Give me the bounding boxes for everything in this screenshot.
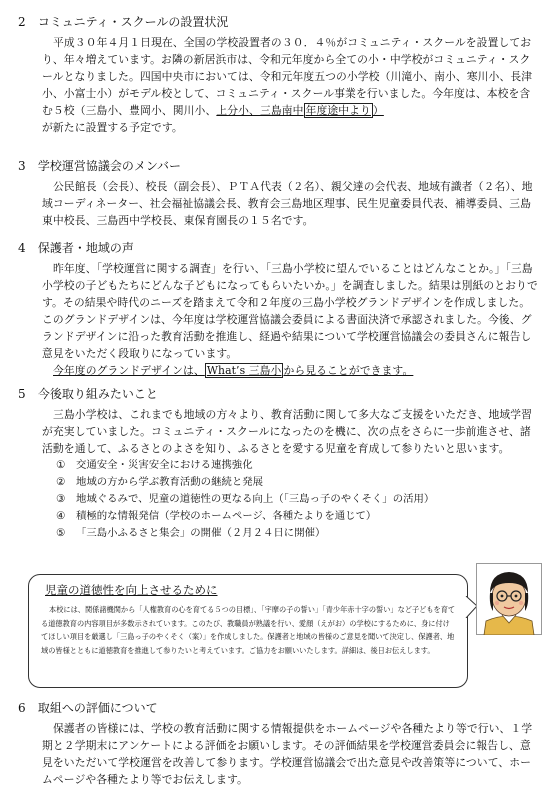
list-item: [56, 474, 538, 491]
callout-body: 本校には、関係諸機関から「人権教育の心を育てる５つの目標」、「宇摩の子の誓い」「青少年赤十字の誓い」など子どもを育てる道徳教育の内容項目が多数示されています。このたび、教職員が熟議を行い、愛顔（えがお）の学校にするために、身に付けてほしい項目を厳選し「三島っ子のやくそく（案）」を作成しました。保護者と地域の皆様のご意見を聞いて決定し、保護者、地域の皆様とともに道徳教育を推進して参りたいと考えています。ご協力をお願いいたします。詳細は、後日お伝えします。: [41, 605, 456, 655]
list-item: [56, 491, 538, 508]
list-item: [56, 525, 538, 542]
website-link-label: What’s 三島小: [206, 364, 282, 377]
section-number: 6: [18, 701, 26, 715]
item-number: ②: [56, 476, 66, 488]
section-paragraph: [18, 34, 538, 136]
paragraph-text: が新たに設置する予定です。: [42, 121, 183, 134]
underlined-note: [53, 363, 413, 378]
item-text: 地域ぐるみで、児童の道徳性の更なる向上（「三島っ子のやくそく」の活用）: [76, 493, 435, 505]
item-number: ①: [56, 459, 66, 471]
goal-list: [18, 457, 538, 542]
list-item: [56, 457, 538, 474]
section-number: 3: [18, 159, 26, 173]
underlined-schools: [216, 103, 383, 118]
closing-paren: ）: [372, 104, 384, 117]
item-number: ⑤: [56, 527, 66, 539]
section-title: 学校運営協議会のメンバー: [37, 159, 181, 173]
moral-education-callout: [28, 574, 468, 688]
paragraph-text: 平成３０年４月１日現在、全国の学校設置者の３０．４％がコミュニティ・スクールを設置しており、年々増えています。お隣の新居浜市は、令和元年度から全ての小・中学校がコミュニティ・スクールとなりました。四国中央市においては、令和元年度五つの小学校（川滝小、南小、寒川小、長津小、小富士小）がモデル校として、コミュニティ・スクール事業を行いました。今年度は、本校を含む５校（三島小、豊岡小、関川小、: [42, 36, 533, 117]
section-heading: [18, 386, 538, 402]
section-heading: [18, 240, 538, 256]
item-number: ④: [56, 510, 66, 522]
note-text: から見ることができます。: [283, 364, 414, 377]
section-title: 取組への評価について: [37, 701, 158, 715]
section-paragraph: 保護者の皆様には、学校の教育活動に関する情報提供をホームページや各種たより等で行い、１学期と２学期末にアンケートによる評価をお願いします。その評価結果を学校運営委員会に報告し、意見をいただいて学校運営を改善して参ります。学校運営協議会で出た意見や改善策等について、ホームページや各種たより等でお伝えします。: [42, 722, 533, 786]
section-paragraph: 公民館長（会長）、校長（副会長）、ＰＴＡ代表（２名）、親父達の会代表、地域有識者（２名）、地域コーディネーター、社会福祉協議会長、教育会三島地区理事、民生児童委員代表、補導委員、三島東中校長、三島西中学校長、東保育園長の１５名です。: [42, 180, 533, 227]
callout-title: 児童の道徳性を向上させるために: [45, 583, 218, 597]
boxed-note: 年度途中より: [305, 104, 371, 117]
section-number: 4: [18, 241, 26, 255]
section-title: 保護者・地域の声: [37, 241, 134, 255]
section-number: 2: [18, 15, 26, 29]
section-title: 今後取り組みたいこと: [37, 387, 158, 401]
section-heading: [18, 158, 538, 174]
grand-design-note: [18, 362, 538, 379]
section-community-school-status: [18, 14, 538, 136]
section-voices: [18, 240, 538, 379]
section-heading: [18, 14, 538, 30]
item-text: 交通安全・災害安全における連携強化: [76, 459, 253, 471]
section-heading: [18, 700, 538, 716]
section-future-plans: [18, 386, 538, 542]
item-text: 「三島小ふるさと集会」の開催（２月２４日に開催）: [76, 527, 326, 539]
section-title: コミュニティ・スクールの設置状況: [37, 15, 229, 29]
section-number: 5: [18, 387, 26, 401]
item-text: 積極的な情報発信（学校のホームページ、各種たよりを通じて）: [76, 510, 377, 522]
list-item: [56, 508, 538, 525]
section-evaluation: [18, 700, 538, 788]
item-number: ③: [56, 493, 66, 505]
section-council-members: [18, 158, 538, 229]
child-portrait-drawing: [476, 563, 542, 635]
section-paragraph: 昨年度、「学校運営に関する調査」を行い、「三島小学校に望んでいることはどんなことか。」「三島小学校の子どもたちにどんな子どもになってもらいたいか。」を調査しました。結果は別紙のとおりです。その結果や時代のニーズを踏まえて令和２年度の三島小学校グランドデザインを作成しました。このグランドデザインは、今年度は学校運営協議会委員による書面決済で承認されました。今後、グランドデザインに沿った教育活動を推進し、経過や結果について学校運営協議会の委員さんに報告し意見をいただく段取りになっています。: [42, 262, 538, 360]
item-text: 地域の方から学ぶ教育活動の継続と発展: [76, 476, 264, 488]
section-paragraph: 三島小学校は、これまでも地域の方々より、教育活動に関して多大なご支援をいただき、地域学習が充実していました。コミュニティ・スクールになったのを機に、次の点をさらに一歩前進させ、諸活動を通して、ふるさとのよさを知り、ふるさとを愛する児童を育成して参りたいと思います。: [42, 408, 533, 455]
underlined-text: 上分小、三島南中: [216, 104, 304, 117]
note-text: 今年度のグランドデザインは、: [53, 364, 205, 377]
